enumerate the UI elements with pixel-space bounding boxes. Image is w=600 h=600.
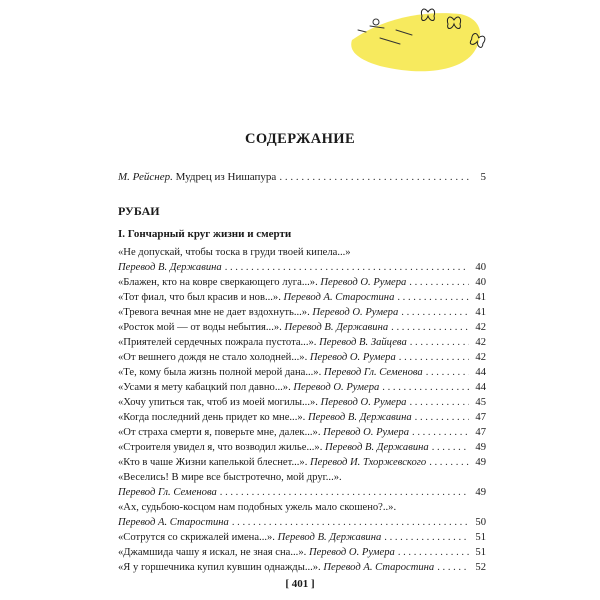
page-ref: 44: [475, 382, 486, 393]
page-ref: 50: [475, 517, 486, 528]
toc-row[interactable]: [118, 410, 486, 425]
toc-row[interactable]: [118, 335, 486, 350]
toc-row[interactable]: [118, 425, 486, 440]
toc-translator: Перевод В. Державина: [277, 532, 382, 543]
toc-quote: «Кто в чаше Жизни капелькой блеснет...».: [118, 457, 308, 468]
dot-leader: [391, 320, 469, 335]
toc-entry-title: [118, 170, 276, 185]
toc-quote: «Сотрутся со скрижалей имена...».: [118, 532, 275, 543]
toc-row[interactable]: [118, 275, 486, 290]
toc-translator: Перевод О. Румера: [293, 382, 380, 393]
page-ref: 42: [475, 352, 486, 363]
toc-quote: «Я у горшечника купил кувшин однажды...».: [118, 562, 321, 573]
butterflies-illustration: [340, 0, 500, 80]
dot-leader: [225, 260, 469, 275]
toc-translator: Перевод О. Румера: [308, 547, 395, 558]
toc-translator: Перевод В. Зайцева: [319, 337, 407, 348]
dot-leader: [412, 425, 469, 440]
page-title: СОДЕРЖАНИЕ: [244, 131, 356, 147]
toc-author: М. Рейснер.: [118, 171, 173, 183]
dot-leader: [426, 365, 469, 380]
dot-leader: [397, 290, 469, 305]
dot-leader: [432, 440, 469, 455]
dot-leader: [398, 545, 469, 560]
page-ref: 5: [480, 171, 486, 183]
toc-row[interactable]: [118, 320, 486, 335]
toc-row[interactable]: [118, 170, 486, 185]
toc-row[interactable]: [118, 485, 486, 500]
toc-translator: Перевод А. Старостина: [118, 517, 229, 528]
toc-quote: «Те, кому была жизнь полной мерой дана...».: [118, 367, 322, 378]
toc-quote: «Тревога вечная мне не дает вздохнуть...».: [118, 307, 310, 318]
toc-row[interactable]: [118, 530, 486, 545]
toc-quote: «Блажен, кто на ковре сверкающего луга...».: [118, 277, 318, 288]
dot-leader: [384, 530, 469, 545]
toc-quote: «Строителя увидел я, что возводил жилье...».: [118, 442, 323, 453]
toc-translator: Перевод О. Румера: [312, 307, 399, 318]
dot-leader: [415, 410, 469, 425]
toc-work-title: Мудрец из Нишапура: [175, 171, 277, 183]
section-heading: РУБАИ: [118, 204, 160, 218]
toc-row[interactable]: [118, 440, 486, 455]
toc-row[interactable]: [118, 515, 486, 530]
toc-quote: «Тот фиал, что был красив и нов...».: [118, 292, 281, 303]
page-number: [ 401 ]: [285, 578, 315, 590]
toc-quote: «От вешнего дождя не стало холодней...».: [118, 352, 308, 363]
page-ref: 49: [475, 442, 486, 453]
toc-quote-line: «Не допускай, чтобы тоска в груди твоей кипела...»: [118, 247, 351, 258]
dot-leader: [232, 515, 469, 530]
toc-translator: Перевод О. Румера: [320, 397, 407, 408]
page-ref: 41: [475, 292, 486, 303]
toc-translator: Перевод В. Державина: [118, 262, 222, 273]
toc-quote: «Росток мой — от воды небытия...».: [118, 322, 282, 333]
toc-intro-entry: [118, 170, 486, 185]
dot-leader: [437, 560, 469, 575]
toc-quote: «Джамшида чашу я искал, не зная сна...».: [118, 547, 307, 558]
toc-row[interactable]: [118, 350, 486, 365]
toc-list: [118, 245, 486, 575]
page-ref: 51: [475, 547, 486, 558]
toc-translator: Перевод А. Старостина: [283, 292, 395, 303]
toc-row[interactable]: [118, 455, 486, 470]
toc-quote: «Приятелей сердечных пожрала пустота...».: [118, 337, 317, 348]
toc-translator: Перевод В. Державина: [284, 322, 389, 333]
page-ref: 47: [475, 412, 486, 423]
toc-row[interactable]: [118, 290, 486, 305]
page-ref: 44: [475, 367, 486, 378]
dot-leader: [429, 455, 469, 470]
toc-translator: Перевод О. Румера: [309, 352, 396, 363]
toc-row[interactable]: [118, 545, 486, 560]
page-ref: 40: [475, 262, 486, 273]
toc-translator: Перевод И. Тхоржевского: [310, 457, 427, 468]
dot-leader: [399, 350, 469, 365]
toc-translator: Перевод О. Румера: [320, 277, 407, 288]
page-ref: 45: [475, 397, 486, 408]
toc-quote-line: «Веселись! В мире все быстротечно, мой друг...».: [118, 472, 342, 483]
toc-row[interactable]: [118, 395, 486, 410]
page-ref: 42: [475, 322, 486, 333]
toc-row[interactable]: [118, 305, 486, 320]
page-ref: 47: [475, 427, 486, 438]
dot-leader: [409, 395, 469, 410]
page-ref: 52: [475, 562, 486, 573]
dot-leader: [409, 275, 469, 290]
dot-leader: [382, 380, 469, 395]
page-ref: 49: [475, 487, 486, 498]
toc-translator: Перевод О. Румера: [323, 427, 410, 438]
page-ref: 49: [475, 457, 486, 468]
page-ref: 51: [475, 532, 486, 543]
dot-leader: [410, 335, 469, 350]
toc-row[interactable]: [118, 560, 486, 575]
toc-quote: «Хочу упиться так, чтоб из моей могилы...».: [118, 397, 318, 408]
subsection-heading: I. Гончарный круг жизни и смерти: [118, 228, 292, 240]
toc-quote: «Когда последний день придет ко мне...».: [118, 412, 306, 423]
toc-quote-line: «Ах, судьбою-косцом нам подобных ужель мало скошено?..».: [118, 502, 397, 513]
page-ref: 40: [475, 277, 486, 288]
toc-quote: «От страха смерти я, поверьте мне, далек...».: [118, 427, 321, 438]
toc-row[interactable]: [118, 365, 486, 380]
toc-quote: «Усами я мету кабацкий пол давно...».: [118, 382, 291, 393]
small-circle-icon: [373, 19, 379, 25]
dot-leader: [401, 305, 469, 320]
toc-translator: Перевод А. Старостина: [323, 562, 435, 573]
toc-translator: Перевод Гл. Семенова: [323, 367, 423, 378]
toc-row[interactable]: [118, 260, 486, 275]
toc-translator: Перевод В. Державина: [307, 412, 412, 423]
dot-leader: [220, 485, 469, 500]
toc-translator: Перевод Гл. Семенова: [118, 487, 217, 498]
page-ref: 41: [475, 307, 486, 318]
toc-translator: Перевод В. Державина: [325, 442, 429, 453]
toc-row[interactable]: [118, 380, 486, 395]
page-ref: 42: [475, 337, 486, 348]
dot-leader: [279, 170, 469, 185]
